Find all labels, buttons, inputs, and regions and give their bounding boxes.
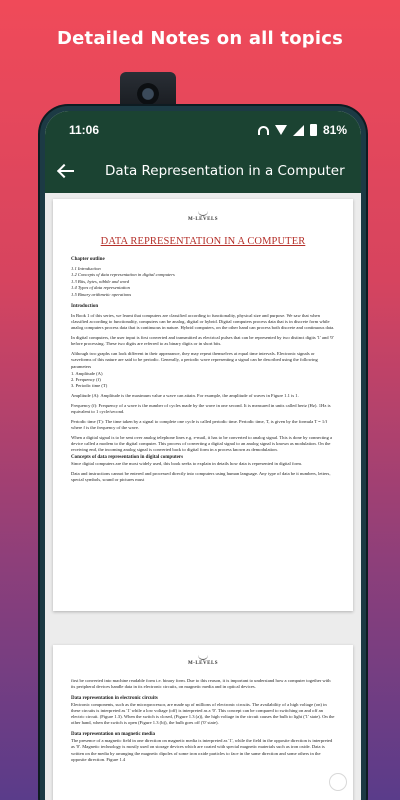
paragraph: Data and instructions cannot be entered and processed directly into computers using human language. Any type of data be it numbers, letters, special symbols, sound or pictures must <box>71 471 331 483</box>
status-bar <box>45 111 361 149</box>
signal-icon <box>293 125 304 136</box>
paragraph: In digital computers, the user input is first converted and transmitted as electrical pulses that can be represented by two distinct digits '1' and '0' before processing. These two digits are referred to as binary digits or in short bits. <box>71 335 334 347</box>
section-heading: Data representation in electronic circuits <box>71 696 158 702</box>
logo-mark-icon <box>198 211 208 216</box>
battery-level: 81% <box>322 123 347 137</box>
status-time: 11:06 <box>69 123 100 137</box>
chapter-outline <box>71 266 335 298</box>
toolbar-title: Data Representation in a Computer <box>105 163 345 179</box>
document-logo <box>71 655 335 666</box>
document-page <box>53 645 353 800</box>
paragraph: Amplitude (A): Amplitude is the maximum value a wave can attain. For example, the amplitude of waves in Figure 1.1 is 1. <box>71 392 299 398</box>
list-item: 2. Frequency (f) <box>71 376 101 382</box>
zoom-icon[interactable] <box>329 773 347 791</box>
camera-lens-icon <box>137 83 159 105</box>
paragraph: The presence of a magnetic field in one direction on magnetic media is interpreted as '1', while the field in the opposite direction is interpreted as '0'. Magnetic technology is mostly used on storage devices which are coated with special magnetic materials such as iron oxide. Data is written on the media by arranging the magnetic dipoles of some iron oxide particles to face in the same direction and some others in the opposite direction. Figure 1.4 <box>71 738 333 762</box>
status-icons <box>258 123 347 137</box>
paragraph: Electronic components, such as the microprocessor, are made up of millions of electronic circuits. The availability of a high voltage (on) in these circuits is interpreted as '1' while a low voltage (off) is interpreted as a '0'. This concept can be compared to switching on and off an electric circuit. (Figure 1.3). When the switch is closed, (Figure 1.3 (a)), the high voltage in the circuit causes the bulb to light ('1' state). On the other hand, when the switch is open (Figure 1.3 (b)), the bulb goes off ('0' state). <box>71 702 335 726</box>
phone-screen <box>45 111 361 800</box>
paragraph: first be converted into machine readable form i.e. binary form. Due to this reason, it is important to understand how a computer together with its peripheral devices handle data in its electronic circuits, on magnetic media and in optical devices. <box>71 678 331 690</box>
pdf-viewer[interactable] <box>45 193 361 800</box>
logo-mark-icon <box>198 655 208 660</box>
outline-item: 1.5 Binary arithmetic operations <box>71 291 132 297</box>
logo-text: M-LEVELS <box>187 661 219 666</box>
outline-item: 1.1 Introduction <box>71 266 101 271</box>
document-title: DATA REPRESENTATION IN A COMPUTER <box>100 236 306 247</box>
paragraph: Frequency (f): Frequency of a wave is the number of cycles made by the wave in one second. It is measured in units called hertz (Hz). 1Hz is equivalent to 1 cycle/second. <box>71 402 331 414</box>
outline-item: 1.3 Bits, bytes, nibble and word <box>71 278 130 284</box>
phone-frame <box>40 106 366 800</box>
paragraph: When a digital signal is to be sent over analog telephone lines e.g. e-mail, it has to be converted to analog signal. This is done by connecting a device called a modem to the digital computer. This process of converting a digital signal to an analog signal is known as modulation. On the receiving end, the incoming analog signal is converted back to digital form in a process known as demodulation. <box>71 435 333 453</box>
outline-item: 1.4 Types of data representation <box>71 285 130 291</box>
section-heading: Concepts of data representation in digital computers <box>71 455 184 461</box>
paragraph: Although two graphs can look different in their appearance, they may repeat themselves at equal time intervals. Electronic signals or waveforms of this nature are said to be periodic. Generally, a periodic wave representing a signal can be described using the following parameters <box>71 351 318 369</box>
logo-text: M-LEVELS <box>187 217 219 222</box>
app-toolbar <box>45 149 361 193</box>
document-logo <box>71 211 335 222</box>
list-item: 3. Periodic time (T) <box>71 382 108 388</box>
wifi-icon <box>275 125 287 135</box>
headset-icon <box>258 126 269 135</box>
paragraph: In Book 1 of this series, we learnt that computers are classified according to functionality, physical size and purpose. We saw that when classified according to functionality, computers can be analog, digital or hybrid. Digital computers process data that is in discrete form while analog computers process data that is continuous in nature. Hybrid computers, on the other hand can process both discrete and continuous data. <box>71 313 335 331</box>
section-heading: Data representation on magnetic media <box>71 732 155 738</box>
promo-title: Detailed Notes on all topics <box>56 28 344 49</box>
battery-icon <box>310 124 317 136</box>
document-page <box>53 199 353 611</box>
paragraph: Periodic time (T): The time taken by a signal to complete one cycle is called periodic time. Periodic time, T, is given by the formula T = 1/f where f is the frequency of the wave. <box>71 418 328 431</box>
section-heading: Introduction <box>71 304 99 310</box>
list-item: 1. Amplitude (A) <box>71 370 103 376</box>
paragraph: Since digital computers are the most widely used, this book seeks to explain in details how data is represented in digital form. <box>71 461 303 467</box>
back-button[interactable] <box>57 158 83 184</box>
back-arrow-icon <box>57 164 75 178</box>
outline-heading: Chapter outline <box>71 257 105 262</box>
outline-item: 1.2 Concepts of data representation in digital computers <box>71 272 175 278</box>
